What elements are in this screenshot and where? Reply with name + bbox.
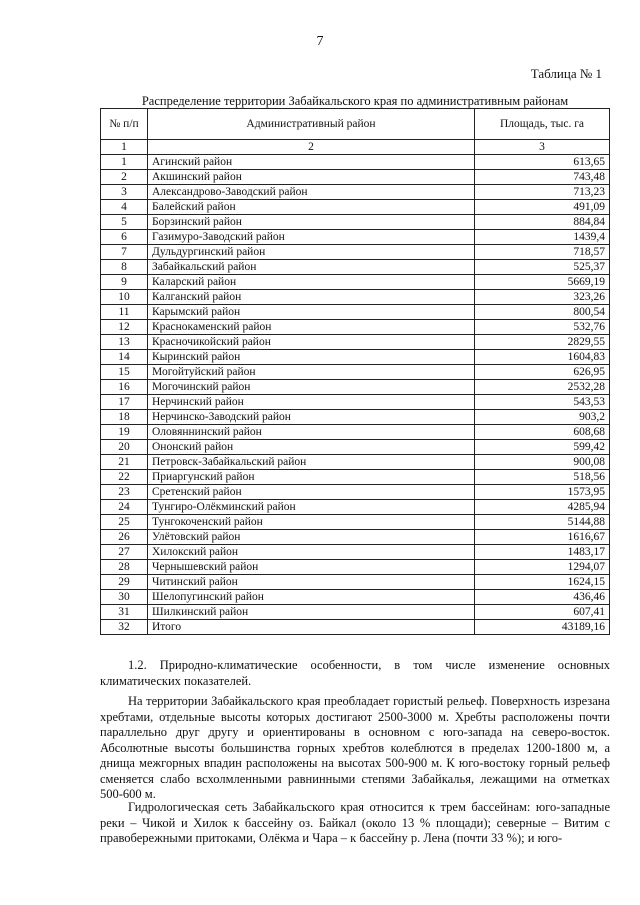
row-area: 43189,16 — [475, 620, 610, 635]
row-area: 4285,94 — [475, 500, 610, 515]
row-number: 31 — [101, 605, 148, 620]
section-heading — [100, 658, 610, 689]
row-number: 28 — [101, 560, 148, 575]
table-row — [101, 230, 610, 245]
row-area: 5669,19 — [475, 275, 610, 290]
table-row — [101, 530, 610, 545]
row-area: 323,26 — [475, 290, 610, 305]
row-number: 14 — [101, 350, 148, 365]
row-district: Читинский район — [148, 575, 475, 590]
row-district: Агинский район — [148, 155, 475, 170]
row-district: Дульдургинский район — [148, 245, 475, 260]
row-area: 718,57 — [475, 245, 610, 260]
row-district: Александрово-Заводский район — [148, 185, 475, 200]
row-area: 1439,4 — [475, 230, 610, 245]
row-district: Могойтуйский район — [148, 365, 475, 380]
row-area: 608,68 — [475, 425, 610, 440]
row-district: Улётовский район — [148, 530, 475, 545]
row-area: 903,2 — [475, 410, 610, 425]
table-row — [101, 305, 610, 320]
row-area: 2532,28 — [475, 380, 610, 395]
table-row — [101, 170, 610, 185]
table-row — [101, 245, 610, 260]
row-district: Нерчинско-Заводский район — [148, 410, 475, 425]
row-number: 12 — [101, 320, 148, 335]
paragraph-text: Гидрологическая сеть Забайкальского края относится к трем бассейнам: юго-западные реки – Чикой и Хилок к бассейну оз. Байкал (около 13 % площади); северные – Витим с правобережными притоками, Олёкма и Чара – к бассейну р. Лена (почти 33 %); и юго- — [100, 800, 610, 845]
table-row — [101, 470, 610, 485]
row-area: 2829,55 — [475, 335, 610, 350]
row-number: 26 — [101, 530, 148, 545]
table-row — [101, 185, 610, 200]
table-caption: Распределение территории Забайкальского края по административным районам — [141, 94, 569, 108]
row-district: Красночикойский район — [148, 335, 475, 350]
row-area: 607,41 — [475, 605, 610, 620]
row-number: 19 — [101, 425, 148, 440]
row-area: 1294,07 — [475, 560, 610, 575]
row-number: 20 — [101, 440, 148, 455]
table-header-row — [101, 109, 610, 140]
paragraph-hydrology — [100, 800, 610, 847]
row-number: 9 — [101, 275, 148, 290]
row-area: 525,37 — [475, 260, 610, 275]
row-number: 22 — [101, 470, 148, 485]
row-district: Приаргунский район — [148, 470, 475, 485]
table-row — [101, 290, 610, 305]
table-row — [101, 575, 610, 590]
row-district: Забайкальский район — [148, 260, 475, 275]
row-district: Хилокский район — [148, 545, 475, 560]
row-number: 18 — [101, 410, 148, 425]
row-area: 626,95 — [475, 365, 610, 380]
table-row — [101, 605, 610, 620]
row-area: 613,65 — [475, 155, 610, 170]
row-area: 599,42 — [475, 440, 610, 455]
table-row — [101, 560, 610, 575]
table-row — [101, 620, 610, 635]
table-row — [101, 335, 610, 350]
row-district: Тунгиро-Олёкминский район — [148, 500, 475, 515]
row-district: Оловяннинский район — [148, 425, 475, 440]
row-number: 11 — [101, 305, 148, 320]
row-district: Краснокаменский район — [148, 320, 475, 335]
row-number: 2 — [101, 170, 148, 185]
table-row — [101, 380, 610, 395]
table-row — [101, 350, 610, 365]
row-district: Калганский район — [148, 290, 475, 305]
row-district: Борзинский район — [148, 215, 475, 230]
col-number: 1 — [101, 140, 148, 155]
row-district: Итого — [148, 620, 475, 635]
table-row — [101, 590, 610, 605]
table-row — [101, 455, 610, 470]
row-district: Карымский район — [148, 305, 475, 320]
row-district: Каларский район — [148, 275, 475, 290]
row-number: 4 — [101, 200, 148, 215]
header-num: № п/п — [101, 109, 148, 140]
row-district: Газимуро-Заводский район — [148, 230, 475, 245]
row-number: 8 — [101, 260, 148, 275]
table-row — [101, 500, 610, 515]
row-number: 32 — [101, 620, 148, 635]
paragraph-relief — [100, 694, 610, 803]
table-label: Таблица № 1 — [530, 66, 602, 81]
paragraph-text: На территории Забайкальского края преобладает гористый рельеф. Поверхность изрезана хребтами, отдельные высоты которых достигают 2500-3000 м. Хребты расположены почти параллельно друг другу и ориентированы в основном с юго-запада на северо-восток. Абсолютные высоты большинства горных хребтов колеблются в пределах 1200-1800 м, а днища межгорных впадин расположены на высотах 500-900 м. К юго-востоку горный рельеф сменяется слабо всхолмленными равнинными степями Забайкалья, лежащими на отметках 500-600 м. — [100, 694, 610, 801]
table-row — [101, 320, 610, 335]
row-area: 1604,83 — [475, 350, 610, 365]
table-row — [101, 155, 610, 170]
row-number: 5 — [101, 215, 148, 230]
row-district: Петровск-Забайкальский район — [148, 455, 475, 470]
row-number: 23 — [101, 485, 148, 500]
table-row — [101, 365, 610, 380]
row-area: 1483,17 — [475, 545, 610, 560]
row-area: 743,48 — [475, 170, 610, 185]
row-district: Сретенский район — [148, 485, 475, 500]
row-area: 884,84 — [475, 215, 610, 230]
row-area: 1573,95 — [475, 485, 610, 500]
row-number: 1 — [101, 155, 148, 170]
row-district: Балейский район — [148, 200, 475, 215]
table-row — [101, 410, 610, 425]
row-number: 6 — [101, 230, 148, 245]
row-number: 3 — [101, 185, 148, 200]
table-row — [101, 545, 610, 560]
table-row — [101, 425, 610, 440]
header-area: Площадь, тыс. га — [475, 109, 610, 140]
row-number: 15 — [101, 365, 148, 380]
row-number: 27 — [101, 545, 148, 560]
row-area: 1624,15 — [475, 575, 610, 590]
row-area: 491,09 — [475, 200, 610, 215]
row-district: Ононский район — [148, 440, 475, 455]
districts-table — [100, 108, 610, 635]
row-number: 21 — [101, 455, 148, 470]
row-area: 436,46 — [475, 590, 610, 605]
row-district: Чернышевский район — [148, 560, 475, 575]
row-area: 713,23 — [475, 185, 610, 200]
table-row — [101, 275, 610, 290]
row-number: 13 — [101, 335, 148, 350]
row-area: 800,54 — [475, 305, 610, 320]
row-district: Шелопугинский район — [148, 590, 475, 605]
row-district: Нерчинский район — [148, 395, 475, 410]
page-number: 7 — [316, 34, 324, 49]
row-number: 17 — [101, 395, 148, 410]
row-number: 24 — [101, 500, 148, 515]
column-number-row — [101, 140, 610, 155]
col-number: 2 — [148, 140, 475, 155]
row-area: 518,56 — [475, 470, 610, 485]
table-row — [101, 260, 610, 275]
row-area: 900,08 — [475, 455, 610, 470]
header-district: Административный район — [148, 109, 475, 140]
row-number: 29 — [101, 575, 148, 590]
row-number: 10 — [101, 290, 148, 305]
table-row — [101, 200, 610, 215]
row-district: Кыринский район — [148, 350, 475, 365]
table-row — [101, 395, 610, 410]
table-row — [101, 515, 610, 530]
row-number: 30 — [101, 590, 148, 605]
row-district: Акшинский район — [148, 170, 475, 185]
row-district: Шилкинский район — [148, 605, 475, 620]
row-area: 5144,88 — [475, 515, 610, 530]
table-row — [101, 485, 610, 500]
table-row — [101, 440, 610, 455]
col-number: 3 — [475, 140, 610, 155]
row-district: Тунгокоченский район — [148, 515, 475, 530]
row-number: 25 — [101, 515, 148, 530]
section-heading-text: 1.2. Природно-климатические особенности, в том числе изменение основных климатических показателей. — [100, 658, 610, 688]
row-number: 7 — [101, 245, 148, 260]
row-area: 1616,67 — [475, 530, 610, 545]
row-area: 543,53 — [475, 395, 610, 410]
table-row — [101, 215, 610, 230]
row-number: 16 — [101, 380, 148, 395]
row-district: Могочинский район — [148, 380, 475, 395]
row-area: 532,76 — [475, 320, 610, 335]
